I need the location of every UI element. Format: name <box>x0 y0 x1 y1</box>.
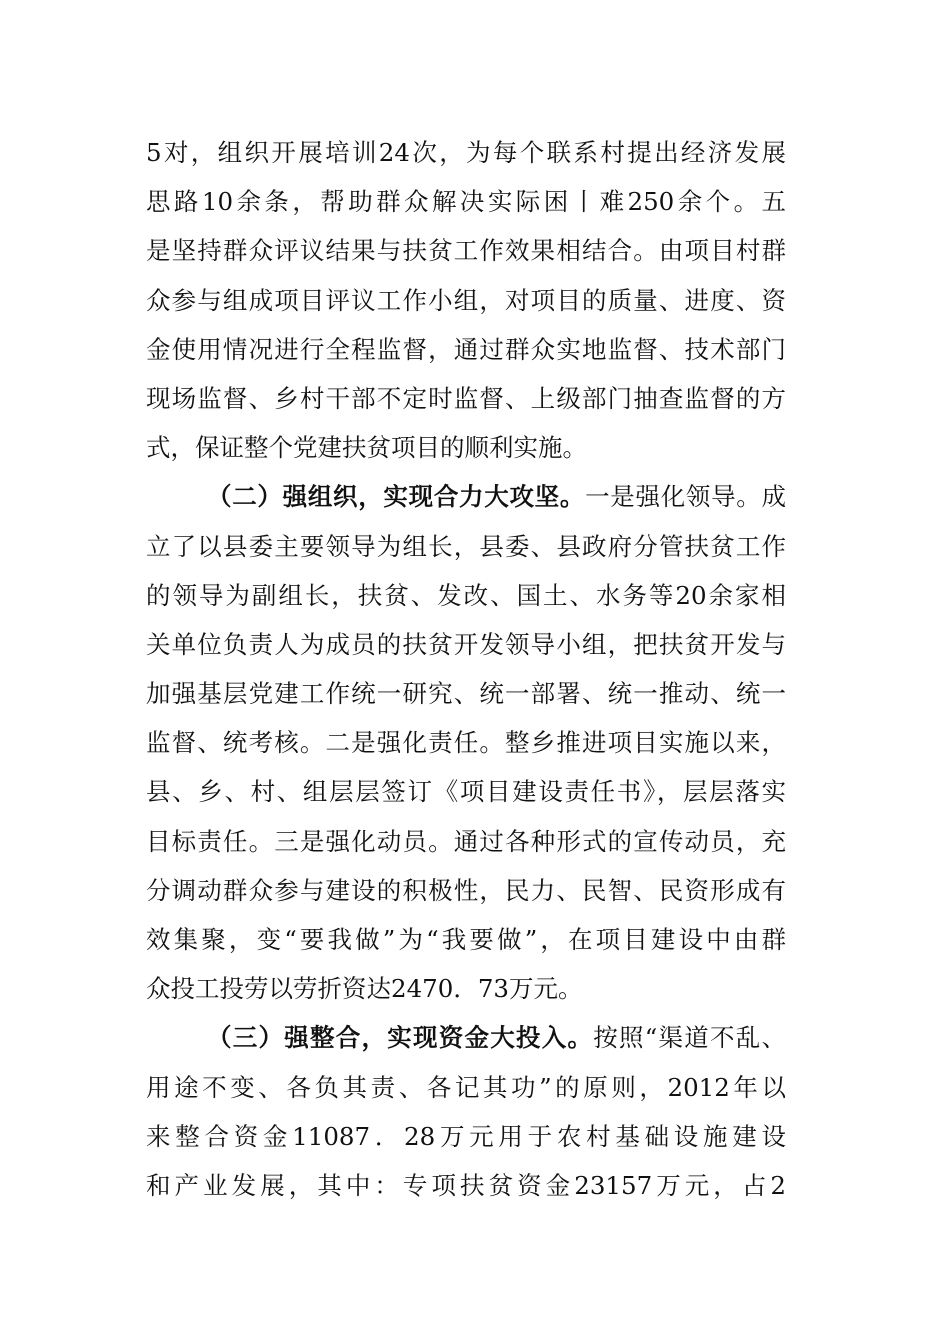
text-line: 监督、统考核。二是强化责任。整乡推进项目实施以来， <box>146 728 786 758</box>
text-line: 目标责任。三是强化动员。通过各种形式的宣传动员，充 <box>146 826 786 856</box>
text-line: 式，保证整个党建扶贫项目的顺利实施。 <box>146 433 587 463</box>
text-run: 一是强化领导。成 <box>585 482 787 512</box>
text-line: 思路10余条，帮助群众解决实际困丨难250余个。五 <box>146 187 786 217</box>
text-line: 关单位负责人为成员的扶贫开发领导小组，把扶贫开发与 <box>146 629 786 659</box>
text-line: 众参与组成项目评议工作小组，对项目的质量、进度、资 <box>146 285 786 315</box>
section-heading-line <box>146 472 786 521</box>
document-body <box>146 128 786 1210</box>
section-heading: （三）强整合，实现资金大投入。 <box>207 1023 594 1053</box>
text-line: 5对，组织开展培训24次，为每个联系村提出经济发展 <box>146 138 786 167</box>
text-line: 用途不变、各负其责、各记其功”的原则，2012年以 <box>146 1072 786 1102</box>
paragraph-1 <box>146 128 786 472</box>
text-line: 分调动群众参与建设的积极性，民力、民智、民资形成有 <box>146 875 786 905</box>
text-line: 和产业发展，其中：专项扶贫资金23157万元，占2 <box>146 1170 786 1200</box>
section-heading-line <box>146 1013 786 1062</box>
text-line: 县、乡、村、组层层签订《项目建设责任书》，层层落实 <box>146 777 786 807</box>
text-line: 加强基层党建工作统一研究、统一部署、统一推动、统一 <box>146 679 786 709</box>
paragraph-2 <box>146 472 786 1013</box>
paragraph-3 <box>146 1013 786 1210</box>
text-line: 的领导为副组长，扶贫、发改、国土、水务等20余家相 <box>146 580 786 610</box>
text-line: 立了以县委主要领导为组长，县委、县政府分管扶贫工作 <box>146 531 786 561</box>
text-line: 效集聚，变“要我做”为“我要做”，在项目建设中由群 <box>146 925 786 954</box>
text-line: 来整合资金11087．28万元用于农村基础设施建设 <box>146 1121 786 1151</box>
text-line: 金使用情况进行全程监督，通过群众实地监督、技术部门 <box>146 334 786 364</box>
text-line: 现场监督、乡村干部不定时监督、上级部门抽查监督的方 <box>146 383 786 413</box>
text-line: 是坚持群众评议结果与扶贫工作效果相结合。由项目村群 <box>146 236 786 266</box>
text-line: 众投工投劳以劳折资达2470．73万元。 <box>146 974 583 1004</box>
section-heading: （二）强组织，实现合力大攻坚。 <box>207 482 586 512</box>
text-run: 按照“渠道不乱、 <box>593 1023 786 1053</box>
